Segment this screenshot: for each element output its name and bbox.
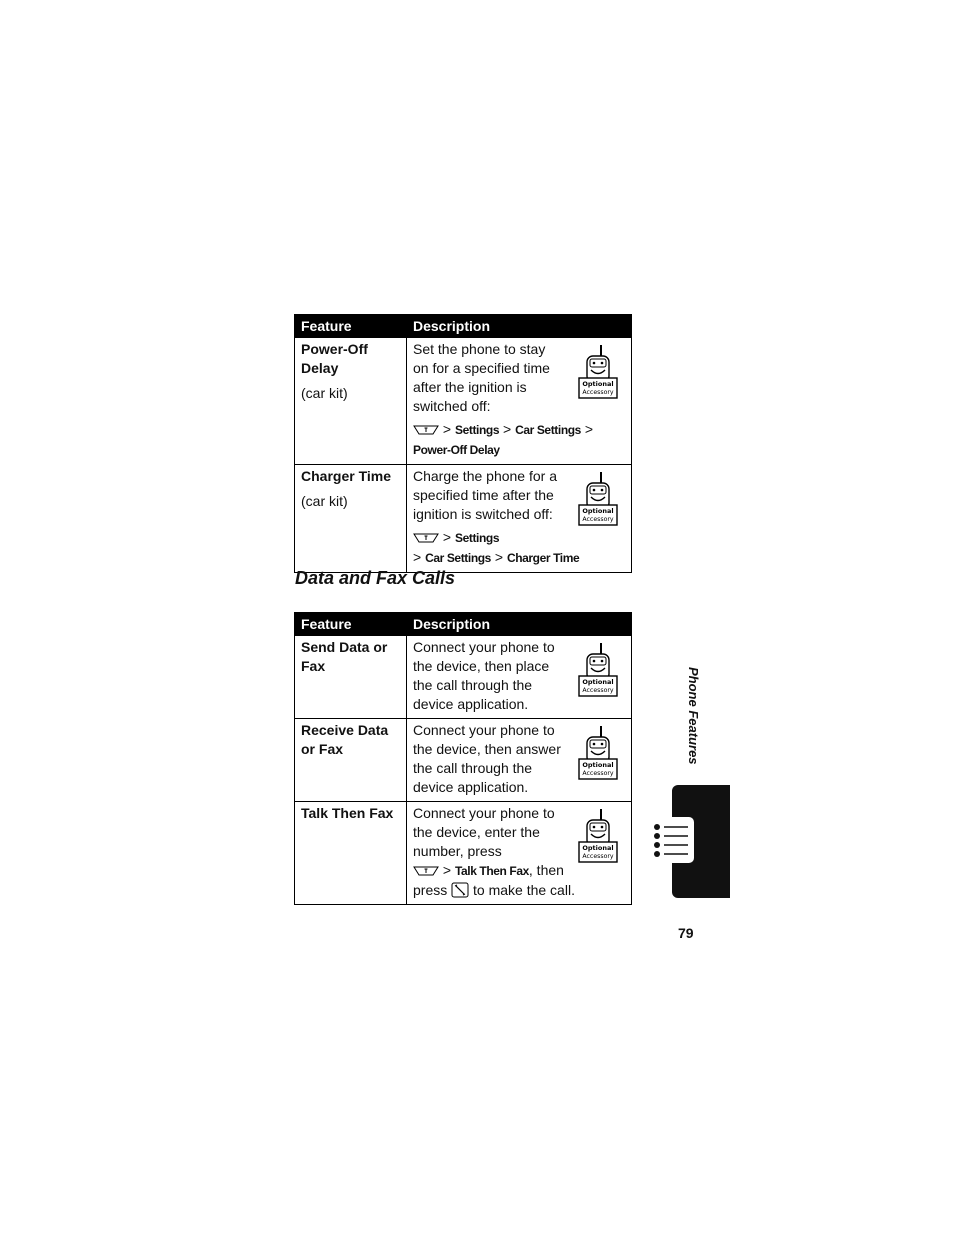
menu-key-icon [413, 425, 439, 435]
table-header-row [295, 613, 632, 636]
column-header-description: Description [407, 613, 632, 636]
menu-path: > Settings > Car Settings > Charger Time [413, 529, 580, 565]
feature-note: (car kit) [301, 385, 348, 401]
table-row [295, 802, 632, 905]
column-header-description: Description [407, 315, 632, 338]
feature-name: Send Data or Fax [301, 639, 388, 674]
feature-cell [295, 636, 407, 719]
table-row [295, 719, 632, 802]
menu-item: Car Settings [515, 423, 581, 437]
table-row [295, 338, 632, 465]
menu-key-icon [413, 533, 439, 543]
description-cell [407, 636, 632, 719]
column-header-feature: Feature [295, 315, 407, 338]
table-header-row [295, 315, 632, 338]
data-fax-table [294, 612, 632, 905]
feature-list-icon [652, 815, 698, 865]
menu-item: Car Settings [425, 551, 491, 565]
table-row [295, 465, 632, 573]
table-row [295, 636, 632, 719]
menu-path: > Settings > Car Settings > Power-Off Delay [413, 421, 594, 457]
optional-accessory-icon [577, 725, 619, 783]
description-cell [407, 465, 632, 573]
description-text: Connect your phone to the device, then place the call through the device application. [413, 639, 555, 712]
menu-item: Talk Then Fax [454, 864, 529, 878]
menu-item: Settings [454, 423, 500, 437]
optional-accessory-icon [577, 642, 619, 700]
menu-path: > Talk Then Fax, then press to make the call. [413, 862, 575, 898]
feature-cell [295, 338, 407, 465]
feature-name: Receive Data or Fax [301, 722, 389, 757]
description-text: Connect your phone to the device, enter the number, press [413, 805, 555, 859]
feature-cell [295, 719, 407, 802]
menu-key-icon [413, 866, 439, 876]
feature-cell [295, 465, 407, 573]
phone-features-table [294, 314, 632, 573]
description-cell [407, 719, 632, 802]
feature-name: Talk Then Fax [301, 805, 394, 821]
description-cell [407, 802, 632, 905]
description-cell [407, 338, 632, 465]
menu-item: Power-Off Delay [413, 443, 500, 457]
menu-item: Charger Time [506, 551, 580, 565]
description-text: Charge the phone for a specified time after the ignition is switched off: [413, 468, 557, 522]
column-header-feature: Feature [295, 613, 407, 636]
optional-accessory-icon [577, 344, 619, 402]
page-number: 79 [678, 925, 694, 941]
send-key-icon [451, 882, 469, 898]
optional-accessory-icon [577, 808, 619, 866]
feature-note: (car kit) [301, 493, 348, 509]
feature-name: Power-Off Delay [301, 341, 368, 376]
feature-name: Charger Time [301, 468, 391, 484]
section-title: Data and Fax Calls [295, 568, 456, 588]
description-text: Set the phone to stay on for a specified time after the ignition is switched off: [413, 341, 550, 414]
description-text: Connect your phone to the device, then answer the call through the device application. [413, 722, 561, 795]
feature-cell [295, 802, 407, 905]
side-section-label: Phone Features [686, 667, 701, 765]
optional-accessory-icon [577, 471, 619, 529]
menu-item: Settings [454, 531, 500, 545]
